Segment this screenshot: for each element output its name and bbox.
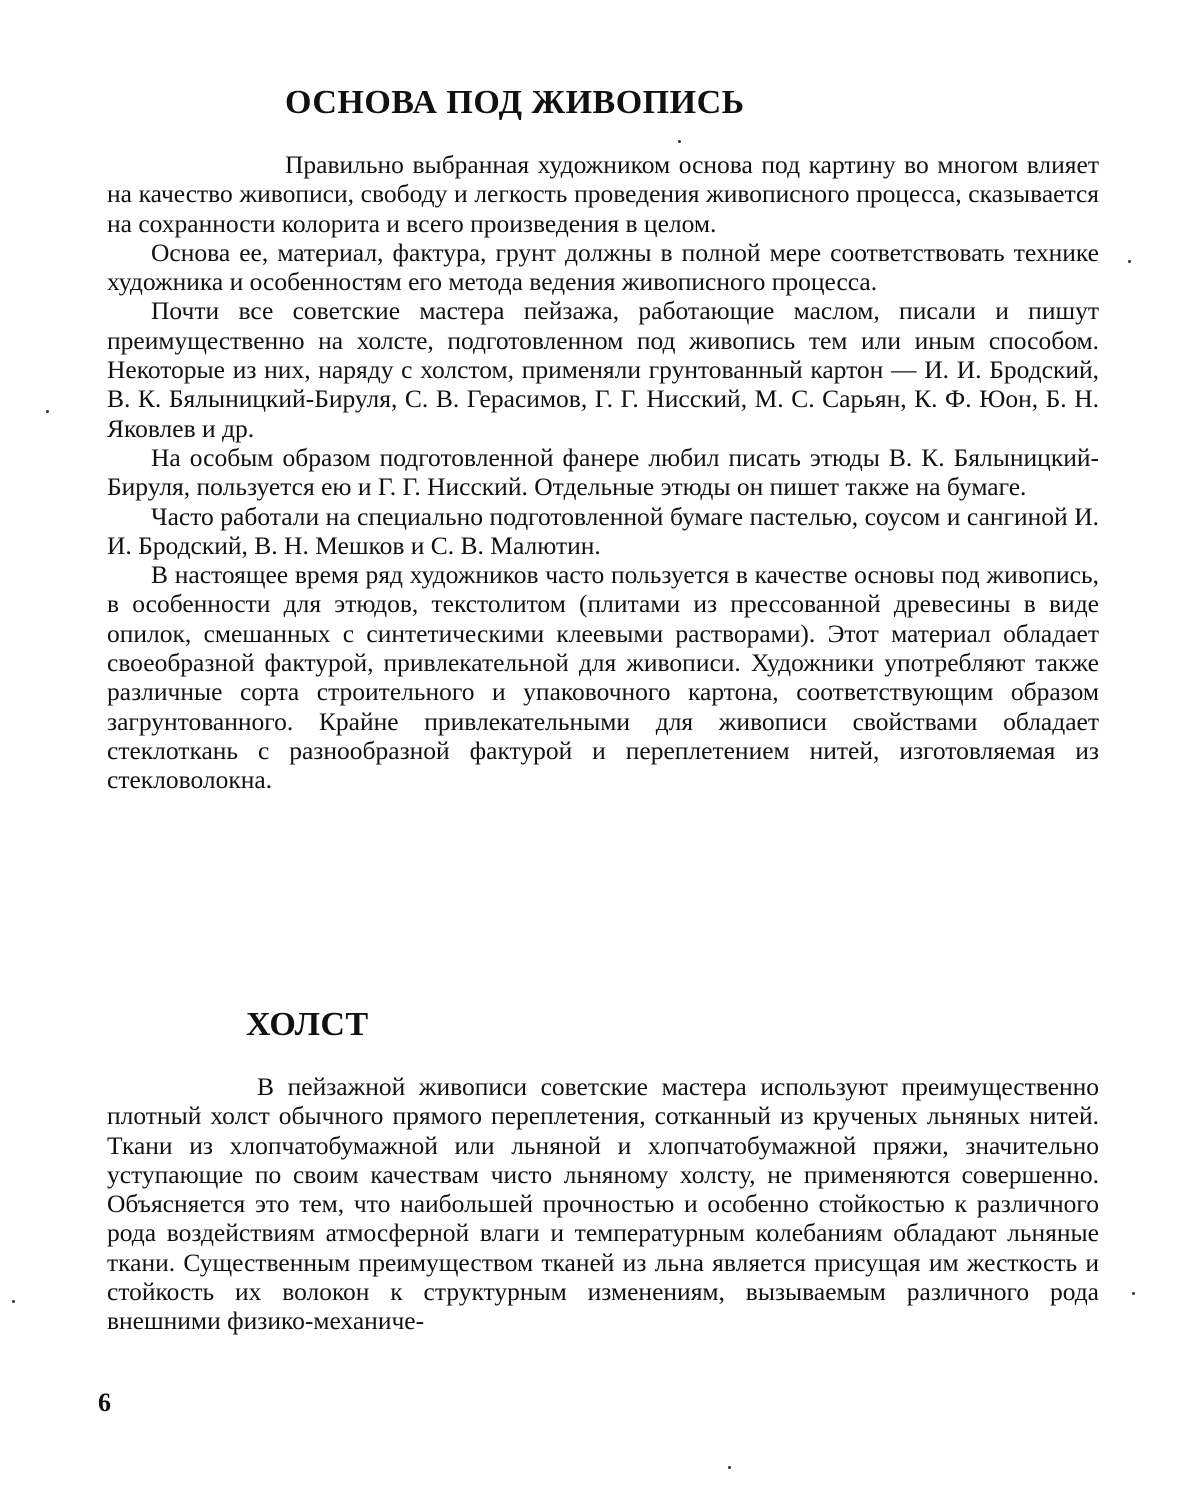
paragraph: Почти все советские мастера пейзажа, работающие маслом, писали и пишут преимущественно на холсте, подготовленном под живопись тем или иным способом. Некоторые из них, наряду с холстом, применяли грунтованный картон — И. И. Бродский, В. К. Бялыницкий-Бируля, С. В. Герасимов, Г. Г. Нисский, М. С. Сарьян, К. Ф. Юон, Б. Н. Яковлев и др.	[107, 296, 1099, 442]
paragraph: Часто работали на специально подготовленной бумаге пастелью, соусом и сангиной И. И. Бродский, В. Н. Мешков и С. В. Малютин.	[107, 502, 1099, 561]
section-heading-holst: ХОЛСТ	[246, 1006, 369, 1044]
paragraph: Правильно выбранная художником основа под картину во многом влияет на качество живописи, свободу и легкость проведения живописного процесса, сказывается на сохранности колорита и всего произведения в целом.	[107, 150, 1099, 238]
print-speck	[1132, 1292, 1135, 1295]
print-speck	[728, 1466, 731, 1469]
paragraph: Основа ее, материал, фактура, грунт должны в полной мере соответствовать технике художника и особенностям его метода ведения живописного процесса.	[107, 238, 1099, 297]
print-speck	[678, 140, 681, 143]
print-speck	[46, 410, 49, 413]
print-speck	[12, 1300, 15, 1303]
section-body-osnova	[107, 150, 1099, 795]
section-heading-osnova: ОСНОВА ПОД ЖИВОПИСЬ	[285, 84, 745, 122]
paragraph: В настоящее время ряд художников часто пользуется в качестве основы под живопись, в особенности для этюдов, текстолитом (плитами из прессованной древесины в виде опилок, смешанных с синтетическими клеевыми растворами). Этот материал обладает своеобразной фактурой, привлекательной для живописи. Художники употребляют также различные сорта строительного и упаковочного картона, соответствующим образом загрунтованного. Крайне привлекательными для живописи свойствами обладает стеклоткань с разнообразной фактурой и переплетением нитей, изготовляемая из стекловолокна.	[107, 560, 1099, 794]
book-page	[0, 0, 1200, 1498]
paragraph: На особым образом подготовленной фанере любил писать этюды В. К. Бялыницкий-Бируля, пользуется ею и Г. Г. Нисский. Отдельные этюды он пишет также на бумаге.	[107, 443, 1099, 502]
section-body-holst	[107, 1072, 1099, 1336]
print-speck	[1128, 260, 1131, 263]
paragraph: В пейзажной живописи советские мастера используют преимущественно плотный холст обычного прямого переплетения, сотканный из крученых льняных нитей. Ткани из хлопчатобумажной или льняной и хлопчатобумажной пряжи, значительно уступающие по своим качествам чисто льняному холсту, не применяются совершенно. Объясняется это тем, что наибольшей прочностью и особенно стойкостью к различного рода воздействиям атмосферной влаги и температурным колебаниям обладают льняные ткани. Существенным преимуществом тканей из льна является присущая им жесткость и стойкость их волокон к структурным изменениям, вызываемым различного рода внешними физико-механиче-	[107, 1072, 1099, 1336]
page-number: 6	[98, 1388, 111, 1418]
